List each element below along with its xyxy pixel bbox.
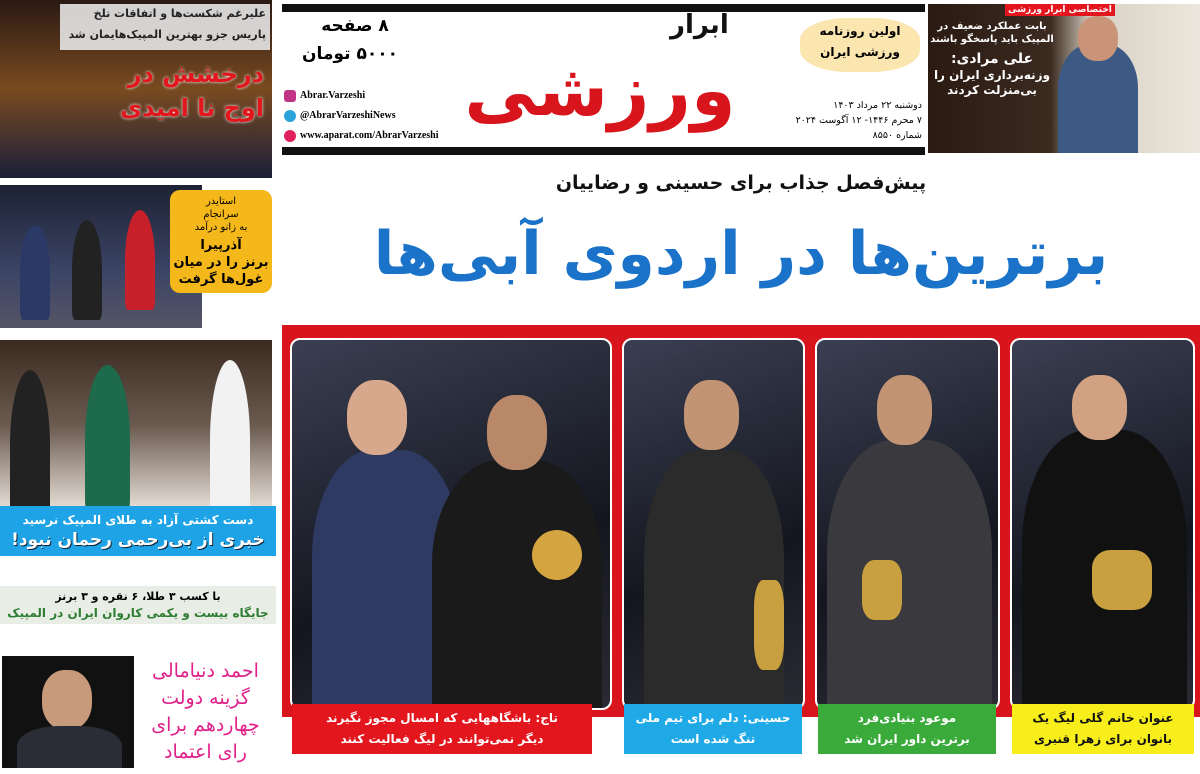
masthead-bottom-rule [282, 147, 925, 155]
freestyle-kicker: دست کشتی آزاد به طلای المپیک نرسید [22, 513, 254, 527]
freestyle-headline: خبری از بی‌رحمی رحمان نبود! [11, 530, 265, 550]
medals-box [0, 586, 276, 624]
social-links [284, 86, 439, 146]
taj-rezaeian-photo [290, 338, 612, 710]
top-left-kicker-2: پاریس جزو بهترین المپیک‌هایمان شد [68, 28, 266, 41]
slogan-line-2: ورزشی ایران [820, 45, 900, 59]
donyamali-line-4: رای اعتماد [164, 741, 247, 763]
aparat-icon [284, 130, 296, 142]
date-persian: دوشنبه ۲۲ مرداد ۱۴۰۳ [833, 100, 922, 111]
page-count: ۸ صفحه [321, 16, 389, 36]
freestyle-banner [0, 506, 276, 556]
medals-headline: جایگاه بیست و یکمی کاروان ایران در المپیک [7, 606, 269, 620]
medals-kicker: با کسب ۳ طلا، ۶ نقره و ۳ برنز [55, 590, 221, 603]
moradi-headline-2: وزنه‌برداری ایران را بی‌منزلت کردند [933, 68, 1051, 97]
date-lunar-gregorian: ۷ محرم ۱۴۴۶- ۱۲ آگوست ۲۰۲۴ [795, 115, 922, 126]
social-aparat[interactable]: www.aparat.com/AbrarVarzeshi [284, 126, 439, 146]
wrestling-kicker-3: به زانو درآمد [194, 222, 248, 233]
top-left-headline-1: درخشش در [127, 60, 264, 88]
donyamali-line-1: احمد دنیامالی [152, 660, 259, 682]
slogan-line-1: اولین روزنامه [819, 24, 901, 38]
hosseini-photo [622, 338, 805, 710]
wrestling-headline-3: غول‌ها گرفت [178, 272, 264, 287]
caption-ghanbari: عنوان خانم گلی لیگ یک بانوان برای زهرا قنبری [1012, 704, 1194, 754]
logo: ابرار ورزشی [464, 10, 736, 132]
social-instagram[interactable]: Abrar.Varzeshi [284, 86, 439, 106]
top-left-kicker-1: علیرغم شکست‌ها و اتفاقات تلخ [93, 7, 266, 20]
caption-taj: تاج: باشگاههایی که امسال مجوز نگیرند دیگر نمی‌توانند در لیگ فعالیت کنند [292, 704, 592, 754]
wrestling-box [170, 190, 272, 293]
issue-number: شماره ۸۵۵۰ [872, 130, 922, 141]
wrestling-kicker-2: سرانجام [203, 209, 239, 220]
donyamali-line-3: چهاردهم برای [151, 714, 260, 736]
donyamali-photo [2, 656, 134, 768]
caption-bonyadifar: موعود بنیادی‌فرد برترین داور ایران شد [818, 704, 996, 754]
top-left-headline-2: اوج نا امیدی [120, 94, 264, 122]
paris-olympics-photo [0, 0, 272, 178]
moradi-kicker: بابت عملکرد ضعیف در المپیک باید پاسخگو باشند [930, 21, 1054, 45]
main-subtitle: پیش‌فصل جذاب برای حسینی و رضاییان [555, 172, 927, 194]
telegram-icon [284, 110, 296, 122]
wrestling-headline-1: آذرپیرا [200, 238, 242, 253]
freestyle-photo [0, 340, 272, 510]
wrestling-kicker-1: استایدر [205, 196, 237, 207]
social-telegram[interactable]: @AbrarVarzeshiNews [284, 106, 439, 126]
wrestling-headline-2: برنز را در میان [173, 255, 269, 270]
exclusive-badge: اختصاصی ابرار ورزشی [1005, 4, 1115, 16]
ghanbari-photo [1010, 338, 1195, 710]
price: ۵۰۰۰ تومان [302, 44, 398, 64]
donyamali-line-2: گزینه دولت [161, 687, 250, 709]
main-headline: برترین‌ها در اردوی آبی‌ها [373, 219, 1109, 289]
instagram-icon [284, 90, 296, 102]
caption-hosseini: حسینی: دلم برای تیم ملی تنگ شده است [624, 704, 802, 754]
bonyadifar-photo [815, 338, 1000, 710]
moradi-headline-1: علی مرادی: [950, 51, 1034, 67]
